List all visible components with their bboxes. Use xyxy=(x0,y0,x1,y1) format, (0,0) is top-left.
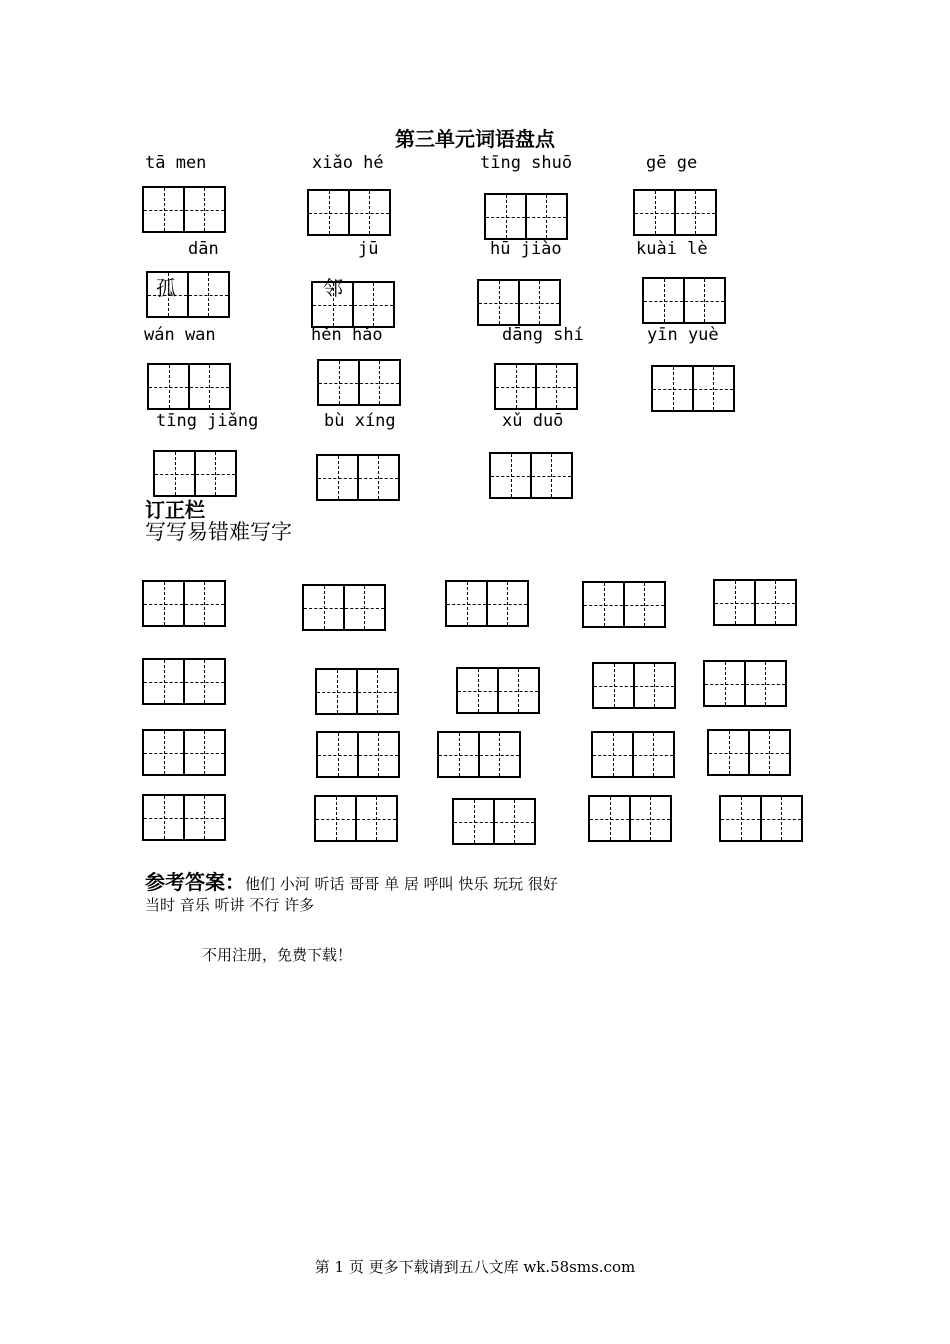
hint-character: 孤 xyxy=(156,276,176,300)
writing-grid[interactable] xyxy=(142,580,226,627)
answer-line: 当时 音乐 听讲 不行 许多 xyxy=(145,896,315,914)
writing-grid[interactable] xyxy=(642,277,726,324)
writing-grid[interactable] xyxy=(316,731,400,778)
pinyin-label: dāng shí xyxy=(502,325,584,345)
answer-block xyxy=(145,866,558,895)
writing-grid[interactable] xyxy=(147,363,231,410)
writing-grid[interactable] xyxy=(445,580,529,627)
writing-grid[interactable] xyxy=(633,189,717,236)
writing-grid[interactable] xyxy=(314,795,398,842)
writing-grid[interactable] xyxy=(452,798,536,845)
writing-grid[interactable] xyxy=(703,660,787,707)
pinyin-label: xiǎo hé xyxy=(312,153,384,173)
writing-grid[interactable] xyxy=(142,658,226,705)
writing-grid[interactable] xyxy=(719,795,803,842)
writing-grid[interactable] xyxy=(142,729,226,776)
writing-grid[interactable] xyxy=(592,662,676,709)
correction-subheader: 写写易错难写字 xyxy=(145,520,292,544)
pinyin-label: yīn yuè xyxy=(647,325,719,345)
writing-grid[interactable] xyxy=(582,581,666,628)
writing-grid[interactable] xyxy=(707,729,791,776)
writing-grid[interactable] xyxy=(142,794,226,841)
writing-grid[interactable] xyxy=(153,450,237,497)
writing-grid[interactable] xyxy=(317,359,401,406)
writing-grid[interactable] xyxy=(494,363,578,410)
page-title: 第三单元词语盘点 xyxy=(395,127,555,151)
writing-grid[interactable] xyxy=(316,454,400,501)
writing-grid[interactable] xyxy=(437,731,521,778)
pinyin-label: hū jiào xyxy=(490,239,562,259)
writing-grid[interactable] xyxy=(484,193,568,240)
hint-character: 邻 xyxy=(323,276,343,300)
writing-grid[interactable] xyxy=(456,667,540,714)
correction-header: 订正栏 xyxy=(145,498,205,522)
pinyin-label: kuài lè xyxy=(636,239,708,259)
pinyin-label: gē ge xyxy=(646,153,698,173)
page-footer: 第 1 页 更多下载请到五八文库 wk.58sms.com xyxy=(314,1258,636,1276)
pinyin-label: bù xíng xyxy=(324,411,396,431)
writing-grid[interactable] xyxy=(302,584,386,631)
writing-grid[interactable] xyxy=(588,795,672,842)
writing-grid[interactable] xyxy=(489,452,573,499)
writing-grid[interactable] xyxy=(142,186,226,233)
writing-grid[interactable] xyxy=(713,579,797,626)
writing-grid[interactable] xyxy=(591,731,675,778)
writing-grid[interactable] xyxy=(315,668,399,715)
answer-label: 参考答案： xyxy=(145,870,245,894)
pinyin-label: xǔ duō xyxy=(502,411,564,431)
pinyin-label: tā men xyxy=(145,153,207,173)
writing-grid[interactable] xyxy=(307,189,391,236)
pinyin-label: wán wan xyxy=(144,325,216,345)
pinyin-label: tīng shuō xyxy=(480,153,573,173)
answer-line: 他们 小河 听话 哥哥 单 居 呼叫 快乐 玩玩 很好 xyxy=(245,875,558,893)
pinyin-label: tīng jiǎng xyxy=(156,411,259,431)
writing-grid[interactable] xyxy=(477,279,561,326)
writing-grid[interactable] xyxy=(651,365,735,412)
pinyin-label: dān xyxy=(188,239,219,259)
free-download-note: 不用注册，免费下载！ xyxy=(202,946,353,964)
pinyin-label: jū xyxy=(358,239,379,259)
pinyin-label: hěn hǎo xyxy=(311,325,383,345)
